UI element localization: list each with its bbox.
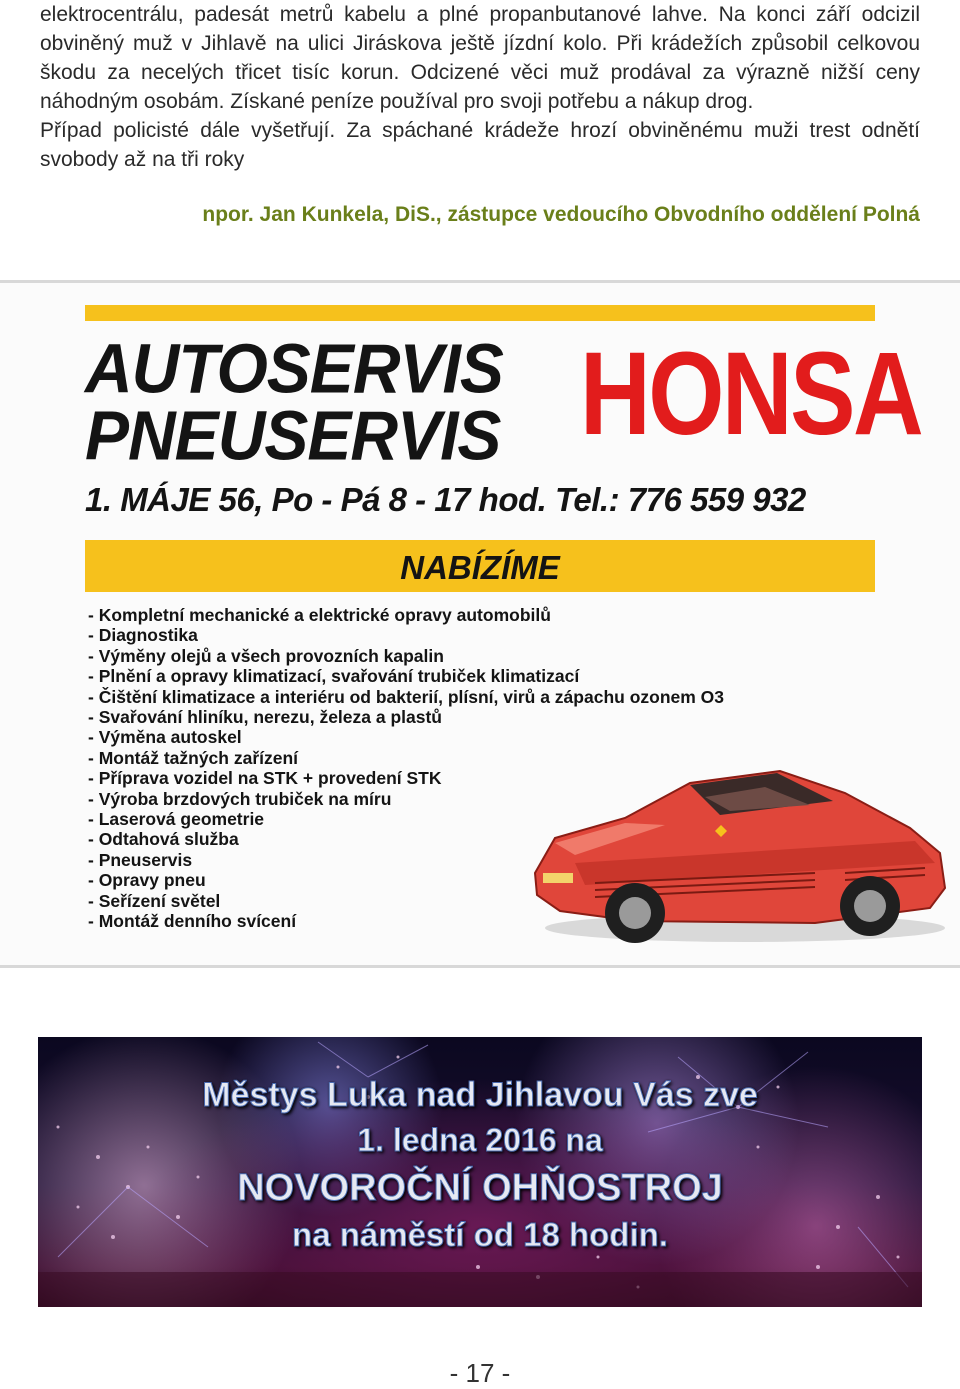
red-sports-car-illustration: [515, 723, 955, 953]
page-number: - 17 -: [449, 1358, 511, 1388]
ad-brand-honsa: HONSA: [580, 328, 922, 460]
ad-service-item: - Výroba brzdových trubiček na míru: [88, 788, 392, 809]
ad-service-item: - Montáž tažných zařízení: [88, 747, 299, 768]
ad-service-item: - Plnění a opravy klimatizací, svařování trubiček klimatizací: [88, 666, 580, 687]
ad-offer-heading: NABÍZÍME: [85, 540, 875, 592]
ad-service-item: - Svařování hliníku, nerezu, železa a plastů: [88, 707, 442, 728]
invitation-line-2: 1. ledna 2016 na: [357, 1122, 603, 1158]
ad-service-item: - Čištění klimatizace a interiéru od bakterií, plísní, virů a zápachu ozonem O3: [88, 686, 725, 707]
fireworks-invitation-banner: [38, 1037, 922, 1307]
ad-address-hours-phone: 1. MÁJE 56, Po - Pá 8 - 17 hod. Tel.: 776 559 932: [85, 481, 806, 518]
invitation-line-1: Městys Luka nad Jihlavou Vás zve: [202, 1076, 758, 1114]
ad-service-item: - Výměny olejů a všech provozních kapalin: [88, 645, 444, 666]
ad-title-pneuservis: PNEUSERVIS: [85, 396, 501, 475]
article-paragraph-1: elektrocentrálu, padesát metrů kabelu a plné propanbutanové lahve. Na konci září odcizil obviněný muž v Jihlavě na ulici Jiráskova ještě jízdní kolo. Při krádežích způsobil celkovou škodu za necelých třicet tisíc korun. Odcizené věci muž prodával za výrazně nižší ceny náhodným osobám. Získané peníze používal pro svoji potřebu a nákup drog.: [40, 3, 920, 113]
ad-title: [85, 329, 503, 475]
article-text: [40, 0, 920, 174]
ad-service-item: - Seřízení světel: [88, 890, 221, 911]
invitation-text: [38, 1073, 922, 1257]
invitation-line-3: NOVOROČNÍ OHŇOSTROJ: [237, 1167, 723, 1209]
ad-top-bar: [85, 305, 875, 321]
ad-service-item: - Odtahová služba: [88, 829, 239, 850]
article-signature: npor. Jan Kunkela, DiS., zástupce vedoucího Obvodního oddělení Polná: [202, 203, 920, 226]
invitation-line-4: na náměstí od 18 hodin.: [292, 1216, 668, 1253]
ad-service-item: - Opravy pneu: [88, 870, 206, 891]
ad-service-item: - Montáž denního svícení: [88, 911, 297, 932]
ad-service-item: - Příprava vozidel na STK + provedení STK: [88, 768, 442, 789]
autoservis-advertisement: [0, 280, 960, 968]
ad-title-autoservis: AUTOSERVIS: [85, 329, 503, 408]
ad-service-item: - Diagnostika: [88, 625, 198, 646]
ad-service-item: - Výměna autoskel: [88, 727, 242, 748]
ad-service-item: - Kompletní mechanické a elektrické opravy automobilů: [88, 605, 551, 625]
article-paragraph-2: Případ policisté dále vyšetřují. Za spáchané krádeže hrozí obviněnému muži trest odnětí svobody až na tři roky: [40, 119, 920, 171]
ad-service-item: - Pneuservis: [88, 849, 193, 870]
ad-service-item: - Laserová geometrie: [88, 809, 265, 830]
